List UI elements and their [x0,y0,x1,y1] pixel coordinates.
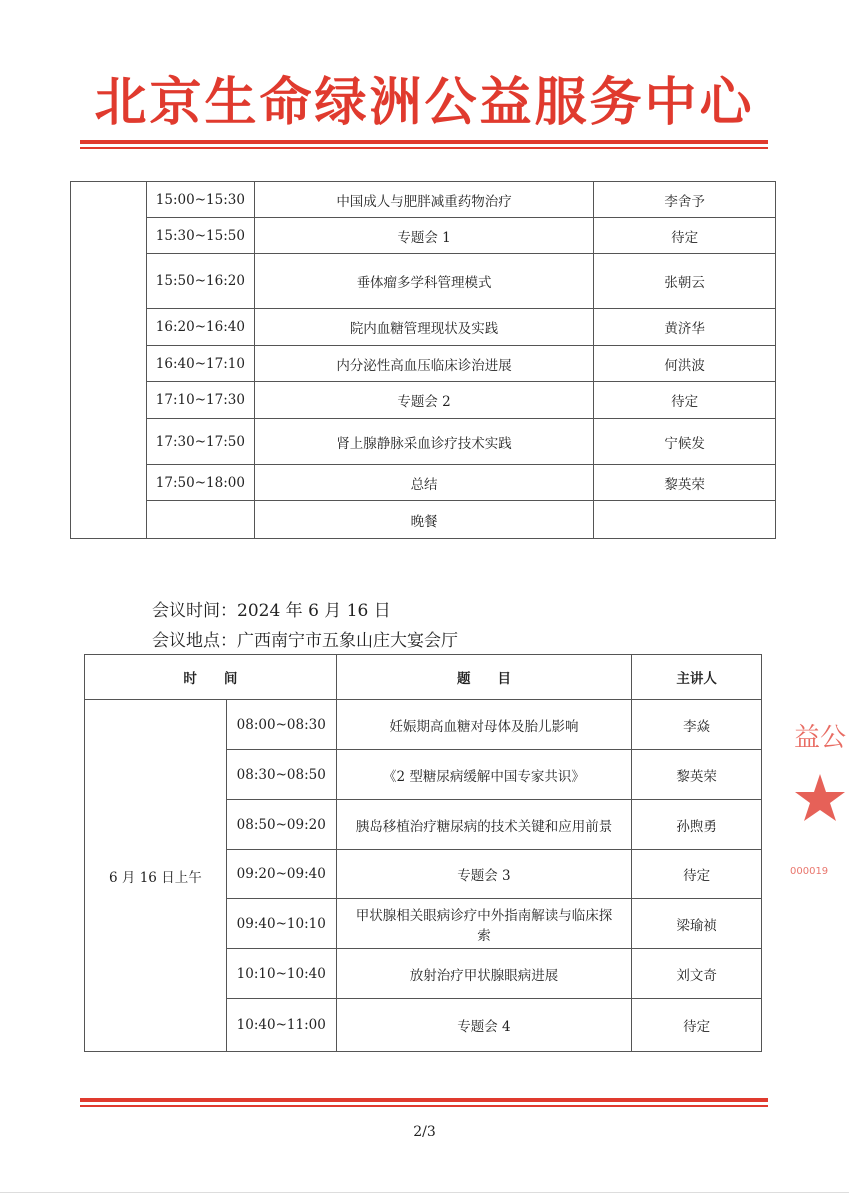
table-header-row [85,655,762,700]
topic-cell: 放射治疗甲状腺眼病进展 [336,949,631,999]
time-cell: 17:10~17:30 [146,382,254,419]
speaker-cell: 待定 [594,218,776,254]
header-topic: 题 目 [336,655,631,700]
speaker-cell: 待定 [632,850,762,899]
time-cell: 16:20~16:40 [146,309,254,346]
topic-cell: 《2 型糖尿病缓解中国专家共识》 [336,750,631,800]
table-row [71,218,776,254]
time-cell: 15:30~15:50 [146,218,254,254]
table-row [71,465,776,501]
time-cell: 15:00~15:30 [146,182,254,218]
time-cell: 08:00~08:30 [226,700,336,750]
topic-cell: 内分泌性高血压临床诊治进展 [254,346,593,382]
speaker-cell: 待定 [594,382,776,419]
table-row [71,419,776,465]
topic-cell: 晚餐 [254,501,593,539]
meeting-place: 会议地点：广西南宁市五象山庄大宴会厅 [152,631,458,651]
topic-cell: 专题会 2 [254,382,593,419]
time-cell: 10:10~10:40 [226,949,336,999]
time-cell: 09:40~10:10 [226,899,336,949]
page-number: 2/3 [413,1124,436,1140]
topic-cell: 专题会 3 [336,850,631,899]
table-row [71,254,776,309]
speaker-cell: 孙煦勇 [632,800,762,850]
schedule-table-morning [84,654,762,1052]
topic-cell: 垂体瘤多学科管理模式 [254,254,593,309]
topic-cell: 胰岛移植治疗糖尿病的技术关键和应用前景 [336,800,631,850]
time-cell: 16:40~17:10 [146,346,254,382]
time-cell: 08:30~08:50 [226,750,336,800]
table-row [85,700,762,750]
speaker-cell: 梁瑜祯 [632,899,762,949]
topic-cell: 专题会 1 [254,218,593,254]
speaker-cell: 宁候发 [594,419,776,465]
speaker-cell [594,501,776,539]
time-cell: 08:50~09:20 [226,800,336,850]
footer-rule-thick [80,1098,768,1102]
time-cell: 15:50~16:20 [146,254,254,309]
speaker-cell: 待定 [632,999,762,1052]
speaker-cell: 李舍予 [594,182,776,218]
meeting-time: 会议时间：2024 年 6 月 16 日 [152,601,391,621]
page-edge-line [0,1192,849,1193]
speaker-cell: 黄济华 [594,309,776,346]
blank-session-cell [71,182,147,539]
table-row [71,182,776,218]
time-cell [146,501,254,539]
topic-cell: 肾上腺静脉采血诊疗技术实践 [254,419,593,465]
session-label-cell: 6 月 16 日上午 [85,700,227,1052]
seal-text-bottom: 000019 [790,866,829,877]
speaker-cell: 张朝云 [594,254,776,309]
topic-cell: 妊娠期高血糖对母体及胎儿影响 [336,700,631,750]
speaker-cell: 刘文奇 [632,949,762,999]
time-cell: 09:20~09:40 [226,850,336,899]
topic-cell: 中国成人与肥胖减重药物治疗 [254,182,593,218]
schedule-table-afternoon [70,181,776,539]
table-row [71,309,776,346]
header-time: 时 间 [85,655,337,700]
seal-text-top: 益公 [794,723,847,753]
speaker-cell: 黎英荣 [594,465,776,501]
footer-rule-thin [80,1105,768,1107]
header-rule-thick [80,140,768,144]
time-cell: 10:40~11:00 [226,999,336,1052]
official-seal [790,712,849,882]
table-row [71,346,776,382]
topic-cell: 院内血糖管理现状及实践 [254,309,593,346]
time-cell: 17:30~17:50 [146,419,254,465]
header-speaker: 主讲人 [632,655,762,700]
header-rule-thin [80,147,768,149]
table-row [71,382,776,419]
speaker-cell: 何洪波 [594,346,776,382]
topic-cell: 甲状腺相关眼病诊疗中外指南解读与临床探索 [336,899,631,949]
topic-cell: 专题会 4 [336,999,631,1052]
speaker-cell: 李焱 [632,700,762,750]
topic-cell: 总结 [254,465,593,501]
table-row [71,501,776,539]
time-cell: 17:50~18:00 [146,465,254,501]
organization-title: 北京生命绿洲公益服务中心 [94,73,755,133]
star-icon [795,774,845,821]
speaker-cell: 黎英荣 [632,750,762,800]
